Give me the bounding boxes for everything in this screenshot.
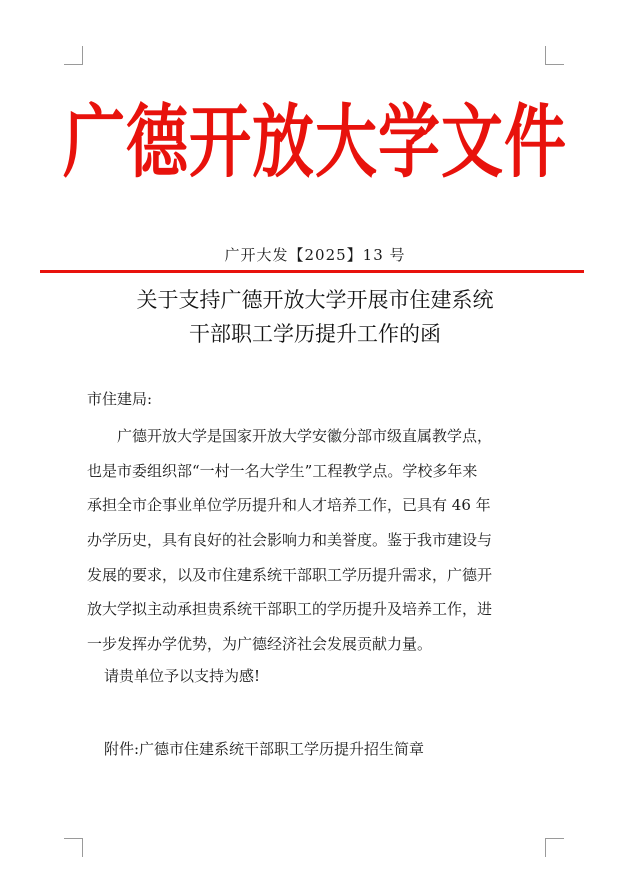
body-line: 广德开放大学是国家开放大学安徽分部市级直属教学点，: [117, 427, 493, 445]
crop-mark-bottom-left: [64, 838, 83, 857]
body-line: 办学历史，具有良好的社会影响力和美誉度。鉴于我市建设与: [87, 531, 493, 549]
title-line-1: 关于支持广德开放大学开展市住建系统: [136, 288, 494, 312]
body-line: 也是市委组织部“一村一名大学生”工程教学点。学校多年来: [87, 462, 478, 480]
closing-request: 请贵单位予以支持为感!: [104, 667, 261, 685]
body-line: 一步发挥办学优势，为广德经济社会发展贡献力量。: [87, 635, 433, 653]
crop-mark-top-left: [64, 46, 83, 65]
body-line: 放大学拟主动承担贵系统干部职工的学历提升及培养工作，进: [87, 600, 493, 618]
body-line: 发展的要求，以及市住建系统干部职工学历提升需求，广德开: [87, 566, 493, 584]
document-masthead: 广德开放大学文件: [62, 95, 567, 189]
body-line: 承担全市企事业单位学历提升和人才培养工作，已具有 46 年: [87, 496, 491, 514]
red-divider-line: [40, 270, 584, 273]
crop-mark-bottom-right: [545, 838, 564, 857]
document-title: [40, 283, 590, 351]
attachment-note: 附件:广德市住建系统干部职工学历提升招生简章: [104, 740, 425, 758]
crop-mark-top-right: [545, 46, 564, 65]
title-line-2: 干部职工学历提升工作的函: [189, 322, 441, 346]
document-number: 广开大发【2025】13 号: [224, 246, 406, 264]
addressee: 市住建局:: [87, 390, 153, 408]
